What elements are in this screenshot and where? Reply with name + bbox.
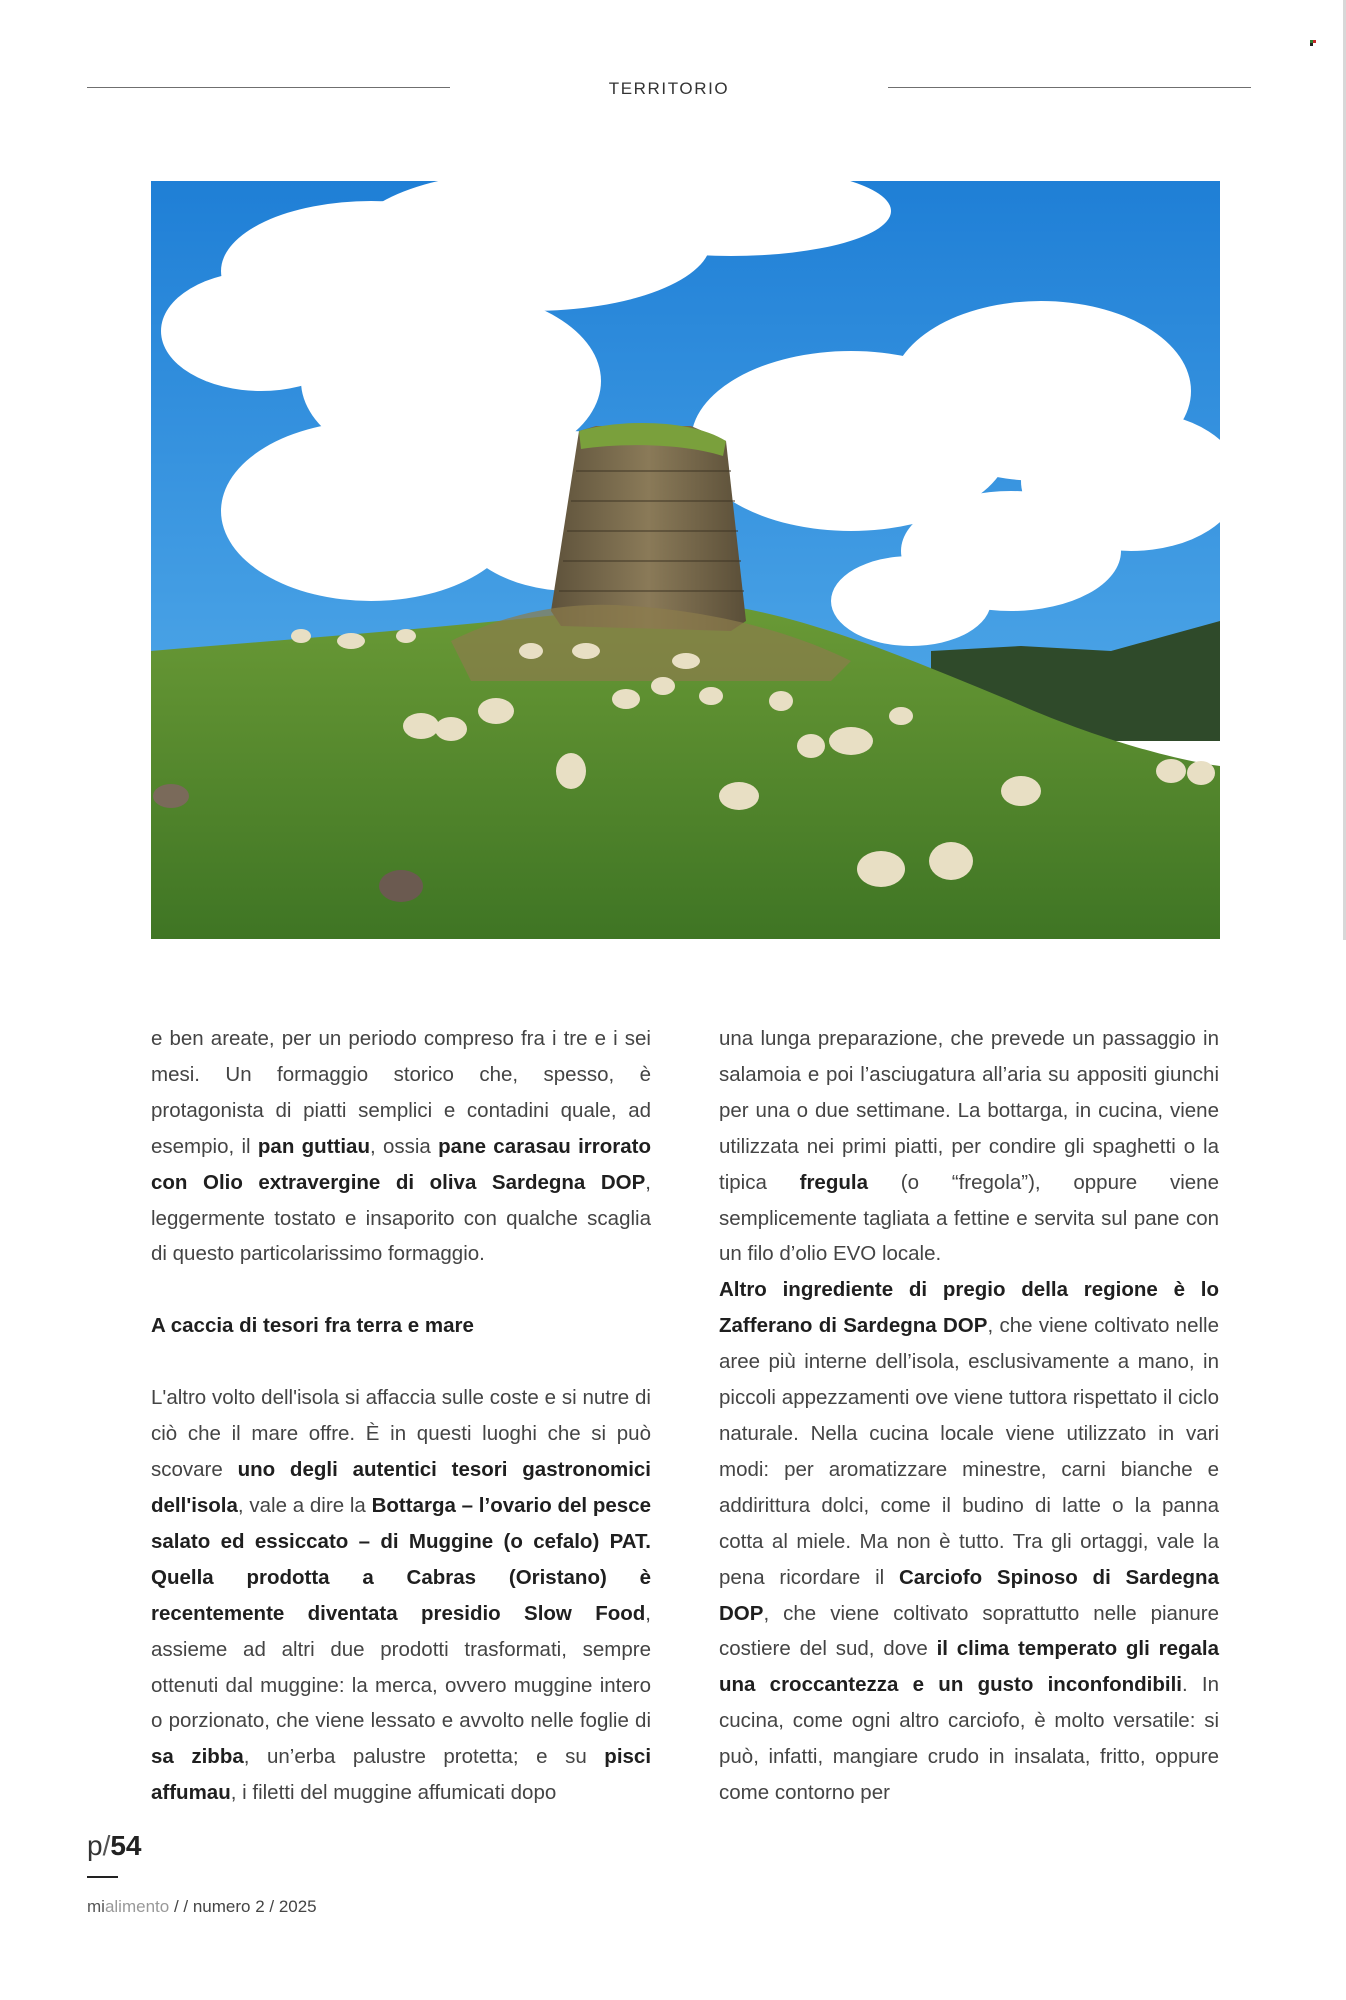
paragraph: L'altro volto dell'isola si affaccia sulle coste e si nutre di ciò che il mare offre. È in questi luoghi che si può scovare uno degli autentici tesori gastronomici dell'isola, vale a dire la Bottarga – l’ovario del pesce salato ed essiccato – di Muggine (o cefalo) PAT. Quella prodotta a Cabras (Oristano) è recentemente diventata presidio Slow Food, assieme ad altri due prodotti trasformati, sempre ottenuti dal muggine: la merca, ovvero muggine intero o porzionato, che viene lessato e avvolto nelle foglie di sa zibba, un’erba palustre protetta; e su pisci affumau, i filetti del muggine affumicati dopo bbox=[151, 1386, 652, 1805]
header-rule-left bbox=[87, 87, 450, 88]
rock bbox=[379, 870, 423, 902]
paragraph: e ben areate, per un periodo compreso fra i tre e i sei mesi. Un formaggio storico che, spesso, è protagonista di piatti semplici e contadini quale, ad esempio, il pan guttiau, ossia pane carasau irrorato con Olio extravergine di oliva Sardegna DOP, leggermente tostato e insaporito con qualche scaglia di questo particolarissimo formaggio. bbox=[151, 1027, 651, 1266]
right-column bbox=[719, 1021, 1219, 1811]
page-number-underline bbox=[87, 1876, 118, 1878]
header-rule-right bbox=[888, 87, 1251, 88]
paragraph: una lunga preparazione, che prevede un passaggio in salamoia e poi l’asciugatura all’aria su appositi giunchi per una o due settimane. La bottarga, in cucina, viene utilizzata nei primi piatti, per condire gli spaghetti o la tipica fregula (o “fregola”), oppure viene semplicemente tagliata a fettine e servita sul pane con un filo d’olio EVO locale. bbox=[719, 1027, 1219, 1266]
rock bbox=[153, 784, 189, 808]
footer-credit: mialimento / / numero 2 / 2025 bbox=[87, 1897, 317, 1916]
subheading: A caccia di tesori fra terra e mare bbox=[151, 1314, 474, 1338]
paragraph: Altro ingrediente di pregio della regione è lo Zafferano di Sardegna DOP, che viene coltivato nelle aree più interne dell’isola, esclusivamente a mano, in piccoli appezzamenti ove viene tuttora rispettato il ciclo naturale. Nella cucina locale viene utilizzato in vari modi: per aromatizzare minestre, carni bianche e addirittura dolci, come il budino di latte o la panna cotta al miele. Ma non è tutto. Tra gli ortaggi, vale la pena ricordare il Carciofo Spinoso di Sardegna DOP, che viene coltivato soprattutto nelle pianure costiere del sud, dove il clima temperato gli regala una croccantezza e un gusto inconfondibili. In cucina, come ogni altro carciofo, è molto versatile: si può, infatti, mangiare crudo in insalata, fritto, oppure come contorno per bbox=[719, 1278, 1220, 1805]
left-column bbox=[151, 1021, 651, 1811]
nuraghe-photo bbox=[151, 181, 1220, 939]
page-number: p/54 bbox=[87, 1830, 142, 1861]
corner-marker bbox=[1310, 40, 1316, 46]
section-title: TERRITORIO bbox=[608, 79, 730, 98]
nuraghe-tower bbox=[551, 426, 746, 631]
